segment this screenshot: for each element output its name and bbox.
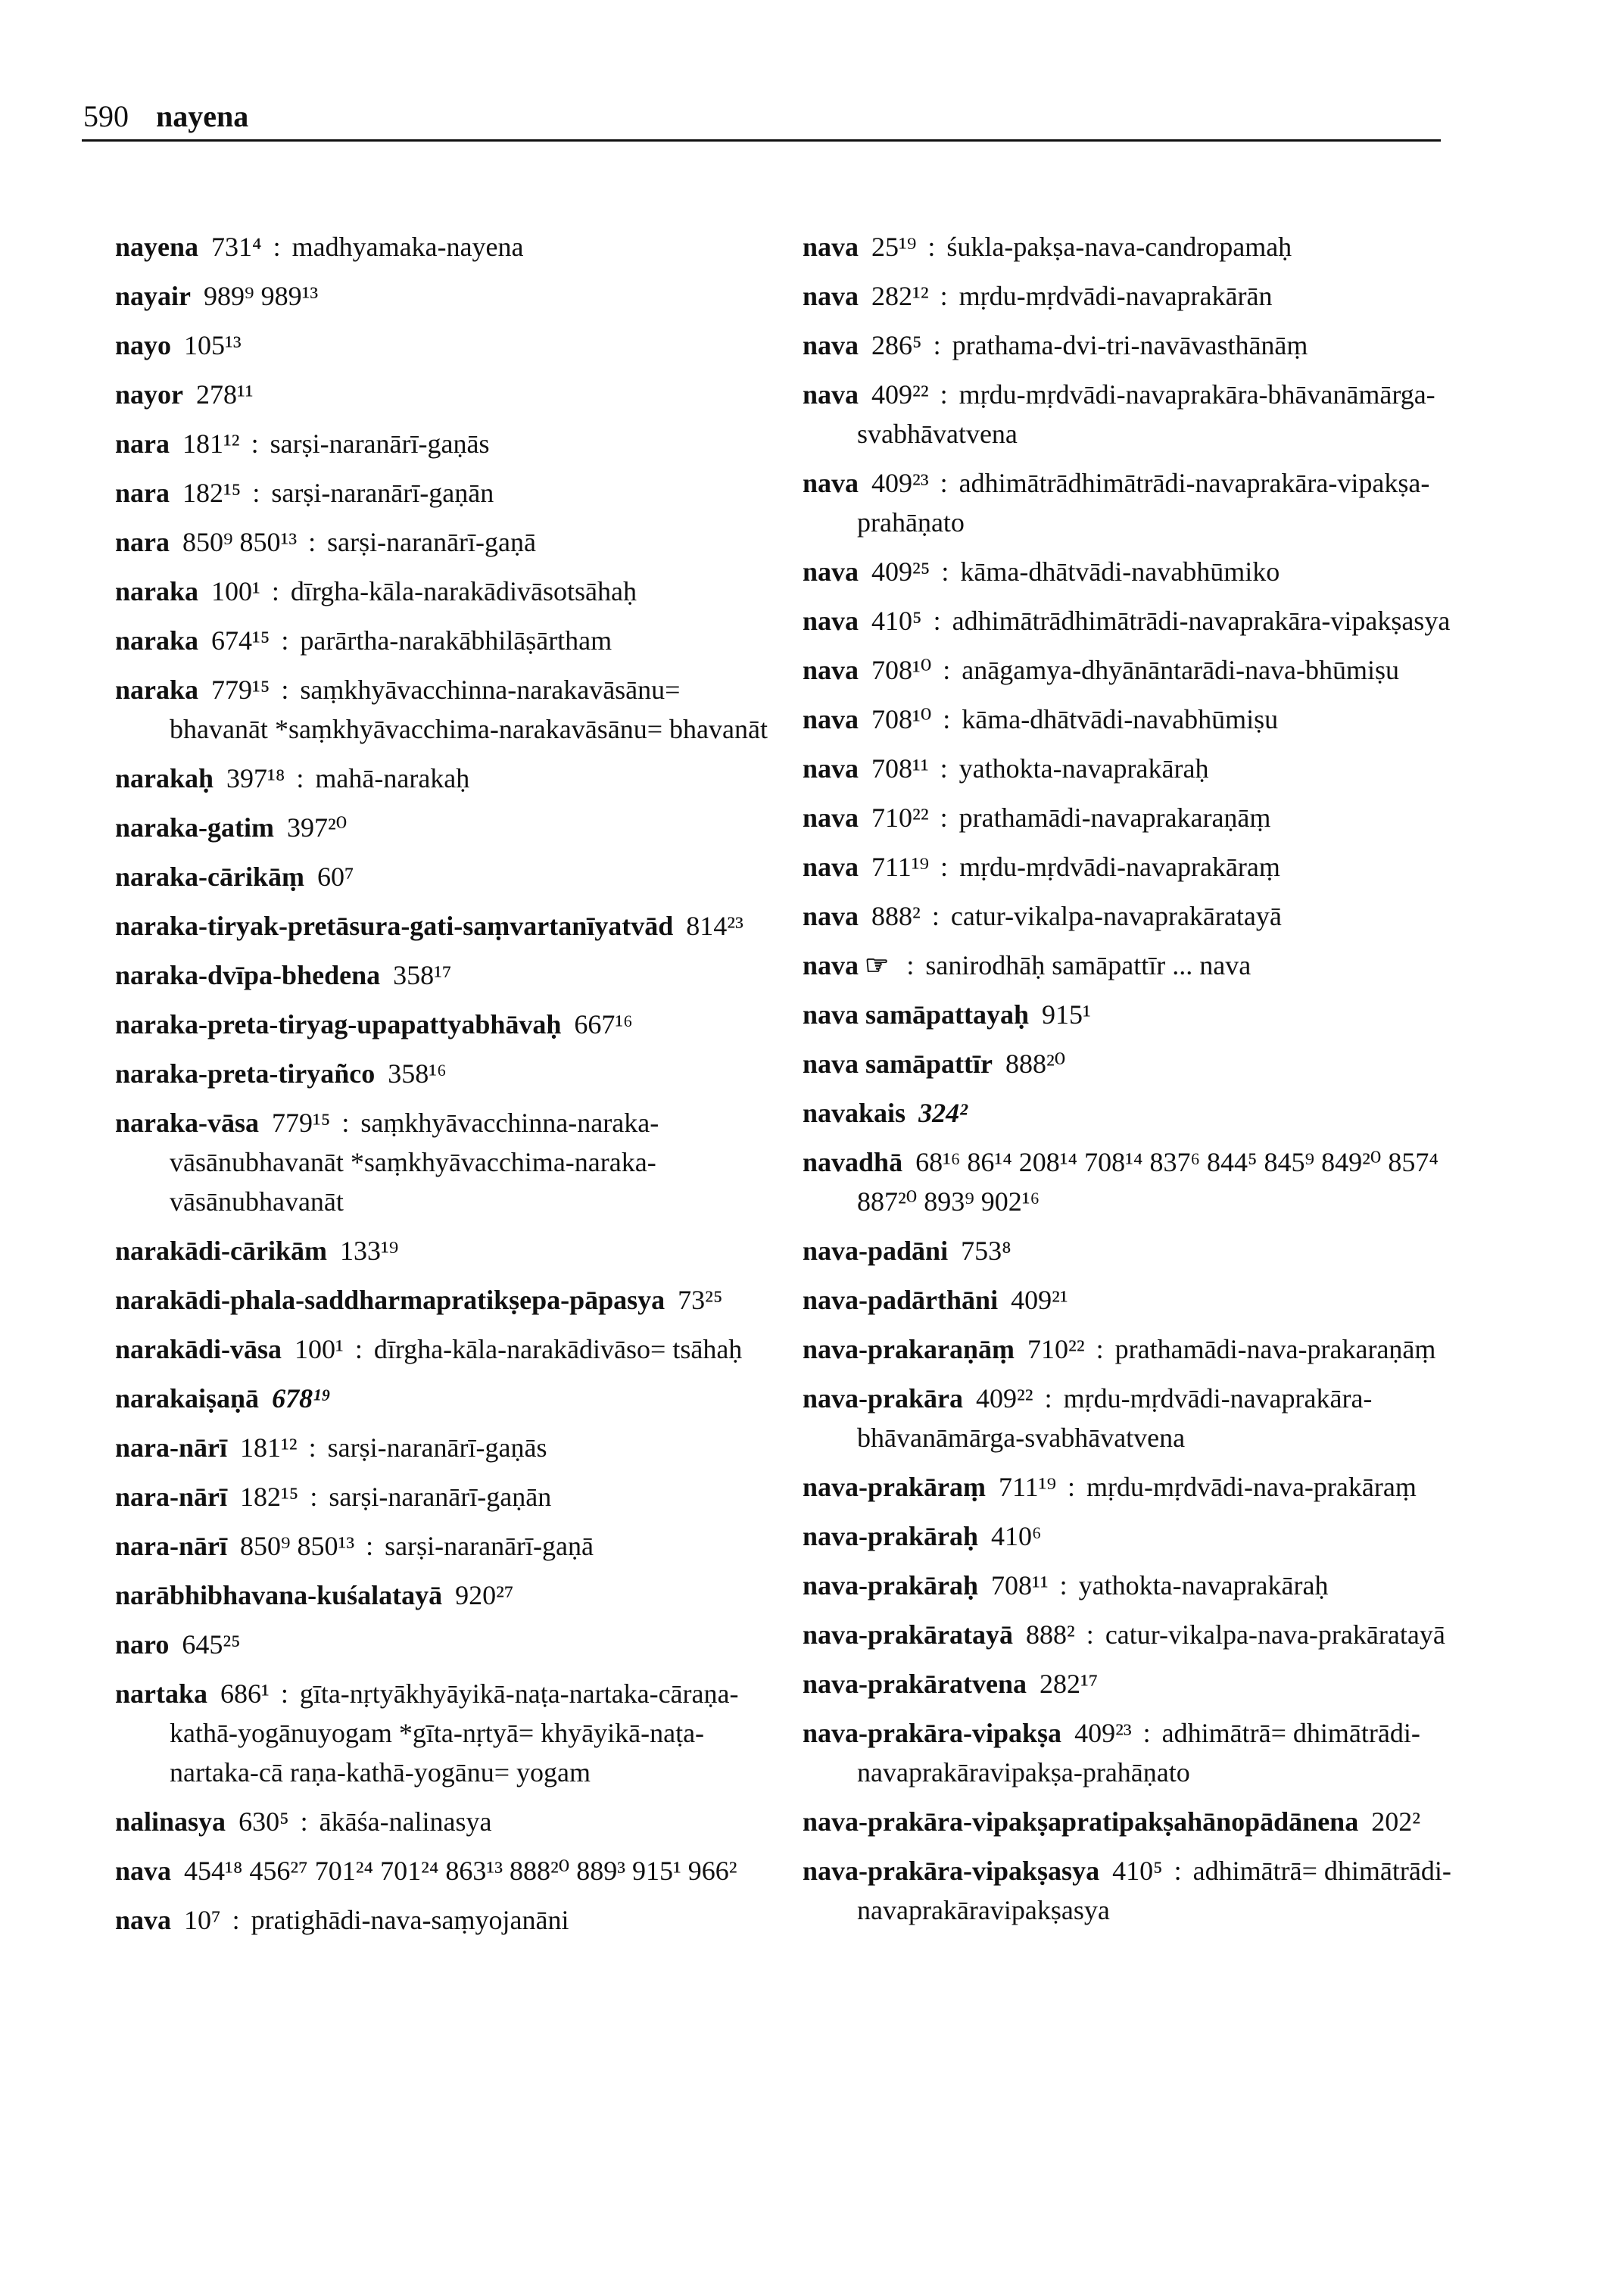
- page-number: 590: [83, 99, 129, 133]
- index-entry: [803, 1329, 1461, 1369]
- index-entry: [115, 1477, 781, 1516]
- index-entry: [115, 1851, 781, 1890]
- index-entry: [803, 227, 1461, 266]
- entry-reference: 25¹⁹: [871, 232, 917, 262]
- entry-headword: navakais: [803, 1098, 906, 1128]
- entry-gloss: sarṣi-naranārī-gaṇās: [270, 429, 490, 459]
- index-entry: [115, 906, 781, 946]
- entry-headword: naraka-preta-tiryag-upapattyabhāvaḥ: [115, 1009, 562, 1039]
- entry-reference: 182¹⁵: [182, 478, 242, 508]
- index-entry: [115, 522, 781, 562]
- index-entry: [803, 1467, 1461, 1507]
- entry-headword: nayo: [115, 330, 172, 360]
- entry-gloss: adhimātrādhimātrādi-navaprakāra-vipakṣa-prahāṇato: [857, 468, 1430, 538]
- right-column: [803, 227, 1461, 1940]
- entry-gloss: anāgamya-dhyānāntarādi-nava-bhūmiṣu: [962, 655, 1400, 685]
- entry-reference: 711¹⁹: [999, 1472, 1057, 1502]
- index-entry: [803, 326, 1461, 365]
- entry-headword: nartaka: [115, 1678, 208, 1709]
- entry-headword: nava: [803, 901, 859, 931]
- entry-gloss: catur-vikalpa-nava-prakāratayā: [1105, 1619, 1445, 1650]
- entry-separator: :: [933, 753, 955, 784]
- index-entry: [803, 650, 1461, 690]
- index-entry: [115, 1280, 781, 1320]
- entry-headword: nava: [803, 852, 859, 882]
- entry-headword: nava: [803, 330, 859, 360]
- entry-headword: nava-prakāratvena: [803, 1669, 1027, 1699]
- entry-separator: :: [274, 675, 296, 705]
- entry-gloss: adhimātrā= dhimātrādi-navaprakāravipakṣasya: [857, 1856, 1451, 1925]
- entry-reference: 181¹²: [240, 1432, 298, 1463]
- entry-headword: nava-prakāra-vipakṣa: [803, 1718, 1062, 1748]
- entry-reference: 397²⁰: [287, 812, 348, 843]
- entry-reference: 686¹: [220, 1678, 270, 1709]
- entry-separator: :: [359, 1531, 381, 1561]
- entry-separator: :: [924, 901, 946, 931]
- entry-separator: :: [244, 429, 266, 459]
- entry-reference: 454¹⁸ 456²⁷ 701²⁴ 701²⁴ 863¹³ 888²⁰ 889³ 915¹ 966²: [184, 1856, 737, 1886]
- index-entry: [115, 227, 781, 266]
- index-entry: [803, 375, 1461, 454]
- entry-headword: naraka-cārikāṃ: [115, 862, 304, 892]
- running-head: nayena: [156, 99, 249, 133]
- index-entry: [803, 749, 1461, 788]
- index-entry: [803, 896, 1461, 936]
- index-entry: [803, 946, 1461, 985]
- index-entry: [115, 424, 781, 463]
- entry-headword: nava: [803, 753, 859, 784]
- entry-gloss: prathamādi-navaprakaraṇāṃ: [959, 803, 1271, 833]
- entry-reference: 410⁵: [1112, 1856, 1163, 1886]
- index-entry: [115, 276, 781, 316]
- entry-reference: 708¹⁰: [871, 655, 932, 685]
- index-entry: [803, 552, 1461, 591]
- index-entry: [803, 1566, 1461, 1605]
- entry-reference: 286⁵: [871, 330, 922, 360]
- entry-reference: 731⁴: [211, 232, 262, 262]
- entry-separator: :: [301, 1432, 323, 1463]
- entry-headword: nara-nārī: [115, 1531, 227, 1561]
- left-column: [115, 227, 781, 1950]
- entry-reference: 630⁵: [238, 1806, 289, 1837]
- entry-gloss: dīrgha-kāla-narakādivāsotsāhaḥ: [290, 576, 637, 606]
- entry-reference: 710²²: [1027, 1334, 1085, 1364]
- entry-gloss: catur-vikalpa-navaprakāratayā: [950, 901, 1282, 931]
- entry-reference: 708¹¹: [871, 753, 929, 784]
- index-entry: [803, 1044, 1461, 1083]
- entry-headword: nava-padāni: [803, 1236, 949, 1266]
- entry-headword: nayair: [115, 281, 192, 311]
- entry-reference: 779¹⁵: [211, 675, 270, 705]
- index-entry: [115, 1674, 781, 1792]
- entry-headword: narakādi-phala-saddharmapratikṣepa-pāpasya: [115, 1285, 665, 1315]
- entry-separator: :: [899, 950, 921, 980]
- entry-reference: 73²⁵: [678, 1285, 723, 1315]
- entry-separator: :: [933, 803, 955, 833]
- entry-gloss: sarṣi-naranārī-gaṇān: [329, 1482, 552, 1512]
- entry-separator: :: [933, 379, 955, 410]
- index-entry: [803, 1851, 1461, 1930]
- entry-reference: 410⁵: [871, 606, 922, 636]
- entry-separator: :: [921, 232, 943, 262]
- entry-headword: naraka: [115, 576, 199, 606]
- entry-separator: :: [1089, 1334, 1111, 1364]
- entry-reference: 282¹⁷: [1040, 1669, 1099, 1699]
- entry-separator: :: [926, 330, 948, 360]
- entry-gloss: sanirodhāḥ samāpattīr ... nava: [925, 950, 1252, 980]
- index-entry: [115, 670, 781, 749]
- entry-reference: 182¹⁵: [240, 1482, 299, 1512]
- entry-reference: 358¹⁶: [388, 1058, 447, 1089]
- entry-reference: 711¹⁹: [871, 852, 930, 882]
- index-entry: [115, 808, 781, 847]
- entry-gloss: mṛdu-mṛdvādi-navaprakāraṃ: [959, 852, 1280, 882]
- entry-separator: :: [274, 625, 296, 656]
- entry-headword: nava-padārthāni: [803, 1285, 999, 1315]
- entry-reference: 282¹²: [871, 281, 929, 311]
- index-entry: [803, 1142, 1461, 1221]
- index-entry: [115, 1005, 781, 1044]
- index-entry: [803, 700, 1461, 739]
- entry-separator: :: [303, 1482, 325, 1512]
- index-entry: [115, 1329, 781, 1369]
- entry-separator: :: [933, 468, 955, 498]
- entry-gloss: yathokta-navaprakāraḥ: [1078, 1570, 1329, 1601]
- index-entry: [115, 857, 781, 896]
- entry-separator: :: [335, 1108, 357, 1138]
- entry-separator: :: [936, 655, 958, 685]
- index-entry: [115, 572, 781, 611]
- entry-reference: 100¹: [295, 1334, 344, 1364]
- entry-reference: 397¹⁸: [226, 763, 285, 793]
- entry-separator: :: [273, 1678, 295, 1709]
- entry-reference: 674¹⁵: [211, 625, 270, 656]
- entry-gloss: mṛdu-mṛdvādi-navaprakāra-bhāvanāmārga-svabhāvatvena: [857, 379, 1435, 449]
- entry-reference: 667¹⁶: [574, 1009, 633, 1039]
- entry-gloss: dīrgha-kāla-narakādivāso= tsāhaḥ: [373, 1334, 743, 1364]
- entry-reference: 409²¹: [1011, 1285, 1068, 1315]
- entry-separator: :: [1061, 1472, 1083, 1502]
- entry-headword: naro: [115, 1629, 170, 1660]
- entry-separator: :: [936, 704, 958, 734]
- entry-reference: 133¹⁹: [340, 1236, 399, 1266]
- entry-headword: nava: [115, 1856, 172, 1886]
- entry-reference: 181¹²: [182, 429, 240, 459]
- entry-headword: nava: [803, 556, 859, 587]
- page-header: [83, 97, 1439, 136]
- entry-gloss: gīta-nṛtyākhyāyikā-naṭa-nartaka-cāraṇa-kathā-yogānuyogam *gīta-nṛtyā= khyāyikā-naṭa-nartaka-cā raṇa-kathā-yogānu= yogam: [170, 1678, 739, 1788]
- entry-gloss: sarṣi-naranārī-gaṇā: [385, 1531, 594, 1561]
- entry-reference: 915¹: [1042, 999, 1091, 1030]
- entry-headword: narakaḥ: [115, 763, 214, 793]
- entry-separator: :: [348, 1334, 369, 1364]
- entry-separator: :: [1079, 1619, 1101, 1650]
- entry-headword: nava: [803, 468, 859, 498]
- index-entry: [803, 1713, 1461, 1792]
- entry-headword: naraka: [115, 625, 199, 656]
- entry-reference: 814²³: [686, 911, 743, 941]
- entry-headword: naraka-preta-tiryañco: [115, 1058, 376, 1089]
- entry-headword: nava samāpattayaḥ: [803, 999, 1030, 1030]
- entry-separator: :: [289, 763, 311, 793]
- entry-reference: 409²²: [871, 379, 929, 410]
- entry-separator: :: [934, 852, 955, 882]
- entry-headword: nara-nārī: [115, 1482, 227, 1512]
- entry-gloss: kāma-dhātvādi-navabhūmiko: [960, 556, 1280, 587]
- entry-headword: nava-prakāraḥ: [803, 1570, 979, 1601]
- entry-separator: :: [1037, 1383, 1059, 1413]
- index-entry: [115, 759, 781, 798]
- entry-headword: navadhā: [803, 1147, 903, 1177]
- index-entry: [115, 621, 781, 660]
- entry-gloss: adhimātrādhimātrādi-navaprakāra-vipakṣasya: [952, 606, 1451, 636]
- index-entry: [115, 1900, 781, 1940]
- entry-headword: narakaiṣaṇā: [115, 1383, 260, 1413]
- entry-gloss: parārtha-narakābhilāṣārtham: [300, 625, 613, 656]
- entry-reference: 779¹⁵: [272, 1108, 331, 1138]
- index-entry: [115, 1428, 781, 1467]
- index-entry: [803, 1516, 1461, 1556]
- entry-gloss: mṛdu-mṛdvādi-navaprakārān: [959, 281, 1273, 311]
- entry-gloss: prathama-dvi-tri-navāvasthānāṃ: [952, 330, 1308, 360]
- index-entry: [803, 1280, 1461, 1320]
- index-entry: [115, 1526, 781, 1566]
- index-entry: [115, 1054, 781, 1093]
- entry-headword: nava samāpattīr: [803, 1049, 993, 1079]
- entry-reference: 202²: [1371, 1806, 1420, 1837]
- entry-headword: narābhibhavana-kuśalatayā: [115, 1580, 443, 1610]
- entry-headword: nara: [115, 478, 170, 508]
- entry-headword: nava: [115, 1905, 172, 1935]
- entry-reference: 410⁶: [991, 1521, 1042, 1551]
- entry-gloss: mṛdu-mṛdvādi-navaprakāra-bhāvanāmārga-svabhāvatvena: [857, 1383, 1373, 1453]
- entry-reference: 358¹⁷: [393, 960, 452, 990]
- entry-gloss: ākāśa-nalinasya: [319, 1806, 492, 1837]
- entry-gloss: sarṣi-naranārī-gaṇās: [327, 1432, 547, 1463]
- entry-reference: 888²: [871, 901, 921, 931]
- entry-gloss: adhimātrā= dhimātrādi-navaprakāravipakṣa-prahāṇato: [857, 1718, 1420, 1788]
- entry-reference: 100¹: [211, 576, 260, 606]
- entry-headword: nara-nārī: [115, 1432, 227, 1463]
- index-entry: [115, 1379, 781, 1418]
- entry-separator: :: [293, 1806, 315, 1837]
- entry-headword: nara: [115, 527, 170, 557]
- entry-headword: nava: [803, 704, 859, 734]
- entry-reference: 409²³: [1074, 1718, 1132, 1748]
- entry-gloss: saṃkhyāvacchinna-narakavāsānu= bhavanāt *saṃkhyāvacchima-narakavāsānu= bhavanāt: [170, 675, 768, 744]
- entry-reference: 850⁹ 850¹³: [182, 527, 298, 557]
- entry-headword: narakādi-vāsa: [115, 1334, 282, 1364]
- index-entry: [803, 276, 1461, 316]
- index-entry: [115, 1576, 781, 1615]
- entry-separator: :: [266, 232, 288, 262]
- entry-reference: 888²: [1026, 1619, 1075, 1650]
- index-entry: [803, 463, 1461, 542]
- index-entry: [803, 1231, 1461, 1270]
- entry-reference: 708¹¹: [991, 1570, 1049, 1601]
- index-entry: [803, 1802, 1461, 1841]
- entry-gloss: śukla-pakṣa-nava-candropamaḥ: [946, 232, 1292, 262]
- entry-headword: nava: [803, 281, 859, 311]
- entry-reference: 989⁹ 989¹³: [204, 281, 319, 311]
- index-entry: [803, 1615, 1461, 1654]
- entry-reference-italic: 324²: [918, 1098, 968, 1128]
- entry-separator: :: [1052, 1570, 1074, 1601]
- entry-reference-italic: 678¹⁹: [272, 1383, 331, 1413]
- entry-gloss: kāma-dhātvādi-navabhūmiṣu: [962, 704, 1279, 734]
- entry-headword: nava: [803, 606, 859, 636]
- entry-headword: nava-prakāra: [803, 1383, 964, 1413]
- pointing-hand-icon: ☞: [865, 950, 890, 980]
- entry-gloss: yathokta-navaprakāraḥ: [959, 753, 1209, 784]
- entry-headword: naraka-gatim: [115, 812, 274, 843]
- entry-headword: naraka-vāsa: [115, 1108, 260, 1138]
- index-entry: [803, 995, 1461, 1034]
- entry-headword: nava: [803, 379, 859, 410]
- entry-headword: nayor: [115, 379, 183, 410]
- entry-reference: 68¹⁶ 86¹⁴ 208¹⁴ 708¹⁴ 837⁶ 844⁵ 845⁹ 849²⁰ 857⁴ 887²⁰ 893⁹ 902¹⁶: [857, 1147, 1439, 1217]
- entry-reference: 645²⁵: [182, 1629, 241, 1660]
- entry-headword: naraka-tiryak-pretāsura-gati-saṃvartanīyatvād: [115, 911, 674, 941]
- entry-headword: nava-prakāraṃ: [803, 1472, 986, 1502]
- entry-reference: 10⁷: [184, 1905, 221, 1935]
- entry-gloss: madhyamaka-nayena: [291, 232, 524, 262]
- entry-reference: 708¹⁰: [871, 704, 932, 734]
- index-entry: [803, 1664, 1461, 1703]
- entry-gloss: mahā-narakaḥ: [315, 763, 470, 793]
- entry-headword: nava-prakāraḥ: [803, 1521, 979, 1551]
- entry-separator: :: [934, 556, 956, 587]
- entry-reference: 409²³: [871, 468, 929, 498]
- entry-reference: 753⁸: [961, 1236, 1011, 1266]
- entry-headword: nava: [803, 655, 859, 685]
- index-entry: [803, 1093, 1461, 1133]
- entry-separator: :: [926, 606, 948, 636]
- entry-gloss: prathamādi-nava-prakaraṇāṃ: [1114, 1334, 1436, 1364]
- entry-gloss: pratighādi-nava-saṃyojanāni: [251, 1905, 569, 1935]
- index-entry: [803, 847, 1461, 887]
- index-entry: [803, 1379, 1461, 1457]
- index-entry: [115, 473, 781, 513]
- entry-reference: 888²⁰: [1005, 1049, 1066, 1079]
- entry-headword: nava-prakāratayā: [803, 1619, 1013, 1650]
- header-rule: [82, 139, 1441, 142]
- entry-reference: 409²⁵: [871, 556, 930, 587]
- entry-gloss: saṃkhyāvacchinna-naraka-vāsānubhavanāt *saṃkhyāvacchima-naraka-vāsānubhavanāt: [170, 1108, 659, 1217]
- index-entry: [115, 955, 781, 995]
- entry-gloss: mṛdu-mṛdvādi-nava-prakāraṃ: [1086, 1472, 1417, 1502]
- entry-separator: :: [225, 1905, 247, 1935]
- entry-separator: :: [245, 478, 267, 508]
- entry-reference: 278¹¹: [196, 379, 254, 410]
- index-entry: [115, 375, 781, 414]
- entry-reference: 60⁷: [316, 862, 354, 892]
- entry-separator: :: [1167, 1856, 1189, 1886]
- entry-headword: naraka-dvīpa-bhedena: [115, 960, 381, 990]
- index-entry: [803, 601, 1461, 641]
- entry-headword: naraka: [115, 675, 199, 705]
- entry-reference: 850⁹ 850¹³: [240, 1531, 355, 1561]
- entry-headword: nalinasya: [115, 1806, 226, 1837]
- entry-reference: 710²²: [871, 803, 929, 833]
- entry-headword: nava-prakaraṇāṃ: [803, 1334, 1015, 1364]
- entry-headword: nava: [803, 950, 859, 980]
- index-entry: [115, 1802, 781, 1841]
- entry-headword: nava-prakāra-vipakṣasya: [803, 1856, 1100, 1886]
- entry-gloss: sarṣi-naranārī-gaṇā: [327, 527, 536, 557]
- entry-headword: nava-prakāra-vipakṣapratipakṣahānopādānena: [803, 1806, 1359, 1837]
- entry-reference: 105¹³: [184, 330, 242, 360]
- index-entry: [115, 1231, 781, 1270]
- entry-reference: 920²⁷: [455, 1580, 514, 1610]
- entry-headword: nayena: [115, 232, 199, 262]
- entry-gloss: sarṣi-naranārī-gaṇān: [271, 478, 494, 508]
- entry-headword: narakādi-cārikām: [115, 1236, 328, 1266]
- entry-separator: :: [933, 281, 955, 311]
- index-entry: [115, 1103, 781, 1221]
- entry-separator: :: [1136, 1718, 1158, 1748]
- index-entry: [115, 1625, 781, 1664]
- index-entry: [115, 326, 781, 365]
- entry-headword: nava: [803, 232, 859, 262]
- entry-headword: nava: [803, 803, 859, 833]
- entry-reference: 409²²: [976, 1383, 1033, 1413]
- entry-separator: :: [264, 576, 286, 606]
- index-entry: [803, 798, 1461, 837]
- entry-headword: nara: [115, 429, 170, 459]
- entry-separator: :: [301, 527, 323, 557]
